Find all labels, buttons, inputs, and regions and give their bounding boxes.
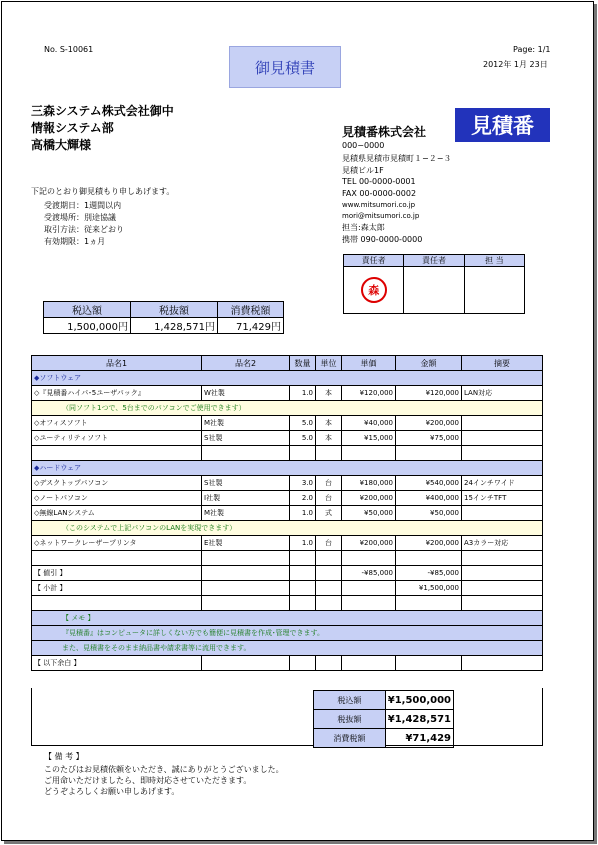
issuer-building: 見積ビル1F bbox=[342, 166, 384, 175]
issuer-website: www.mitsumori.co.jp bbox=[342, 201, 416, 209]
table-cell-c4: 台 bbox=[316, 536, 342, 551]
issue-date: 2012年 1月 23日 bbox=[483, 60, 548, 69]
table-cell-c7: 15インチTFT bbox=[462, 491, 543, 506]
table-cell-c5 bbox=[342, 596, 396, 611]
table-cell-c4: 本 bbox=[316, 386, 342, 401]
document-number: No. S-10061 bbox=[44, 45, 94, 54]
seal-cell-manager-2 bbox=[404, 267, 464, 314]
remarks-line-3: どうぞよろしくお願い申しあげます。 bbox=[44, 787, 180, 796]
item-note: （このシステムで上記パソコンのLANを実現できます） bbox=[32, 521, 543, 536]
table-cell-c7: 24インチワイド bbox=[462, 476, 543, 491]
section-heading: ◆ハードウェア bbox=[32, 461, 543, 476]
term-validity: 有効期限：1ヵ月 bbox=[44, 237, 106, 246]
page-indicator: Page: 1/1 bbox=[513, 45, 551, 54]
table-cell-c3: 5.0 bbox=[290, 416, 316, 431]
seal-cell-manager-1 bbox=[344, 267, 404, 314]
table-cell-c5: ¥120,000 bbox=[342, 386, 396, 401]
table-cell-c4: 台 bbox=[316, 491, 342, 506]
col-header-item2: 品名2 bbox=[202, 356, 290, 371]
table-cell-c7 bbox=[462, 506, 543, 521]
table-cell-c3 bbox=[290, 551, 316, 566]
table-row bbox=[32, 431, 543, 446]
table-cell-c3: 1.0 bbox=[290, 506, 316, 521]
table-row bbox=[32, 596, 543, 611]
memo-line: 【 メモ 】 bbox=[32, 611, 543, 626]
table-cell-c6 bbox=[396, 551, 462, 566]
term-delivery-date: 受渡期日：1週間以内 bbox=[44, 201, 122, 210]
table-cell-c5 bbox=[342, 656, 396, 671]
table-cell-c6: ¥540,000 bbox=[396, 476, 462, 491]
issuer-name: 見積番株式会社 bbox=[342, 125, 427, 139]
table-cell-c1: ◇『見積番ハイパ･5ユーザパック』 bbox=[32, 386, 202, 401]
total-label-excl-tax: 税抜額 bbox=[314, 710, 386, 729]
table-row bbox=[32, 536, 543, 551]
table-cell-c5: ¥200,000 bbox=[342, 536, 396, 551]
table-cell-c6: ¥50,000 bbox=[396, 506, 462, 521]
table-cell-c7 bbox=[462, 596, 543, 611]
memo-line: また、見積書をそのまま納品書や請求書等に流用できます。 bbox=[32, 641, 543, 656]
table-row bbox=[32, 611, 543, 626]
table-cell-c3 bbox=[290, 446, 316, 461]
table-cell-c1: 【 小計 】 bbox=[32, 581, 202, 596]
table-cell-c4 bbox=[316, 596, 342, 611]
table-cell-c4 bbox=[316, 551, 342, 566]
table-cell-c1: ◇オフィスソフト bbox=[32, 416, 202, 431]
summary-value-tax: 71,429円 bbox=[217, 318, 283, 334]
remarks-title: 【 備 考 】 bbox=[44, 752, 84, 761]
table-cell-c5 bbox=[342, 446, 396, 461]
table-cell-c3: 1.0 bbox=[290, 386, 316, 401]
table-cell-c5: ¥40,000 bbox=[342, 416, 396, 431]
table-row bbox=[32, 641, 543, 656]
total-value-tax: ¥71,429 bbox=[385, 729, 453, 748]
table-cell-c5: ¥15,000 bbox=[342, 431, 396, 446]
remarks-line-1: このたびはお見積依頼をいただき、誠にありがとうございました。 bbox=[44, 765, 284, 774]
issuer-email: mori@mitsumori.co.jp bbox=[342, 212, 420, 220]
table-cell-c1: ◇ノートパソコン bbox=[32, 491, 202, 506]
table-cell-c6: ¥200,000 bbox=[396, 416, 462, 431]
issuer-address: 見積県見積市見積町１−２−３ bbox=[342, 154, 452, 163]
table-cell-c1: ◇デスクトップパソコン bbox=[32, 476, 202, 491]
table-cell-c4 bbox=[316, 446, 342, 461]
section-heading: ◆ソフトウェア bbox=[32, 371, 543, 386]
col-header-amount: 金額 bbox=[396, 356, 462, 371]
table-row bbox=[32, 446, 543, 461]
table-cell-c6: ¥120,000 bbox=[396, 386, 462, 401]
table-row bbox=[32, 401, 543, 416]
table-cell-c6 bbox=[396, 656, 462, 671]
total-value-incl-tax: ¥1,500,000 bbox=[385, 691, 453, 710]
summary-value-excl-tax: 1,428,571円 bbox=[130, 318, 217, 334]
table-row bbox=[32, 461, 543, 476]
summary-header-incl-tax: 税込額 bbox=[44, 302, 131, 318]
table-cell-c4 bbox=[316, 581, 342, 596]
remarks-line-2: ご用命いただけましたら、即時対応させていただきます。 bbox=[44, 776, 252, 785]
table-row bbox=[32, 371, 543, 386]
table-cell-c2 bbox=[202, 656, 290, 671]
table-cell-c4: 台 bbox=[316, 476, 342, 491]
table-cell-c3: 2.0 bbox=[290, 491, 316, 506]
total-label-incl-tax: 税込額 bbox=[314, 691, 386, 710]
document-title: 御見積書 bbox=[229, 46, 341, 88]
col-header-unit: 単位 bbox=[316, 356, 342, 371]
seal-stamp: 森 bbox=[361, 277, 387, 303]
table-cell-c4: 本 bbox=[316, 416, 342, 431]
summary-value-incl-tax: 1,500,000円 bbox=[44, 318, 131, 334]
table-cell-c2 bbox=[202, 581, 290, 596]
table-cell-c2 bbox=[202, 596, 290, 611]
table-cell-c1: ◇ネットワークレーザープリンタ bbox=[32, 536, 202, 551]
table-row bbox=[32, 491, 543, 506]
issuer-tel: TEL 00-0000-0001 bbox=[342, 177, 416, 186]
summary-header-tax: 消費税額 bbox=[217, 302, 283, 318]
table-cell-c3 bbox=[290, 566, 316, 581]
table-cell-c7 bbox=[462, 566, 543, 581]
table-cell-c1: 【 以下余白 】 bbox=[32, 656, 202, 671]
table-row bbox=[32, 506, 543, 521]
issuer-fax: FAX 00-0000-0002 bbox=[342, 189, 417, 198]
table-cell-c1 bbox=[32, 446, 202, 461]
issuer-zip: 000−0000 bbox=[342, 141, 385, 150]
item-note: （同ソフト1つで、5台までのパソコンでご使用できます） bbox=[32, 401, 543, 416]
table-cell-c6: -¥85,000 bbox=[396, 566, 462, 581]
table-row bbox=[32, 626, 543, 641]
total-label-tax: 消費税額 bbox=[314, 729, 386, 748]
table-cell-c3: 5.0 bbox=[290, 431, 316, 446]
col-header-remarks: 摘要 bbox=[462, 356, 543, 371]
client-person: 高橋大輝様 bbox=[31, 138, 92, 152]
table-cell-c2: M社製 bbox=[202, 416, 290, 431]
table-row bbox=[32, 476, 543, 491]
table-row bbox=[32, 416, 543, 431]
table-cell-c1: ◇無線LANシステム bbox=[32, 506, 202, 521]
table-cell-c2: M社製 bbox=[202, 506, 290, 521]
table-cell-c7 bbox=[462, 446, 543, 461]
table-cell-c2 bbox=[202, 566, 290, 581]
table-cell-c5: ¥180,000 bbox=[342, 476, 396, 491]
table-cell-c3: 3.0 bbox=[290, 476, 316, 491]
estimate-document bbox=[1, 1, 594, 841]
table-cell-c7 bbox=[462, 581, 543, 596]
table-cell-c4 bbox=[316, 566, 342, 581]
col-header-unit-price: 単価 bbox=[342, 356, 396, 371]
table-cell-c6: ¥75,000 bbox=[396, 431, 462, 446]
summary-header-excl-tax: 税抜額 bbox=[130, 302, 217, 318]
seal-header-manager-1: 責任者 bbox=[344, 255, 404, 267]
table-cell-c1: 【 値引 】 bbox=[32, 566, 202, 581]
table-cell-c6: ¥400,000 bbox=[396, 491, 462, 506]
table-cell-c6: ¥200,000 bbox=[396, 536, 462, 551]
table-cell-c2: E社製 bbox=[202, 536, 290, 551]
table-cell-c6: ¥1,500,000 bbox=[396, 581, 462, 596]
approval-seal-table bbox=[343, 254, 525, 314]
memo-line: 『見積番』はコンピュータに詳しくない方でも簡便に見積書を作成･管理できます。 bbox=[32, 626, 543, 641]
term-transaction: 取引方法：従来どおり bbox=[44, 225, 124, 234]
table-cell-c7 bbox=[462, 551, 543, 566]
term-delivery-place: 受渡場所：別途協議 bbox=[44, 213, 116, 222]
client-company: 三森システム株式会社御中 bbox=[31, 104, 174, 118]
table-cell-c7 bbox=[462, 656, 543, 671]
table-cell-c1 bbox=[32, 596, 202, 611]
seal-header-staff: 担 当 bbox=[464, 255, 524, 267]
line-items-table bbox=[31, 355, 543, 671]
table-cell-c7 bbox=[462, 416, 543, 431]
table-row bbox=[32, 566, 543, 581]
table-cell-c4: 式 bbox=[316, 506, 342, 521]
table-cell-c2 bbox=[202, 446, 290, 461]
table-cell-c2: S社製 bbox=[202, 476, 290, 491]
total-value-excl-tax: ¥1,428,571 bbox=[385, 710, 453, 729]
table-cell-c5 bbox=[342, 581, 396, 596]
amount-summary-table bbox=[43, 301, 284, 334]
table-cell-c7: A3カラー対応 bbox=[462, 536, 543, 551]
col-header-item1: 品名1 bbox=[32, 356, 202, 371]
table-cell-c3 bbox=[290, 656, 316, 671]
table-cell-c2: S社製 bbox=[202, 431, 290, 446]
totals-table bbox=[313, 690, 454, 748]
issuer-staff: 担当:森太郎 bbox=[342, 223, 385, 232]
table-cell-c5: ¥200,000 bbox=[342, 491, 396, 506]
client-department: 情報システム部 bbox=[31, 121, 114, 135]
company-logo: 見積番 bbox=[455, 108, 550, 142]
table-row bbox=[32, 581, 543, 596]
table-cell-c6 bbox=[396, 446, 462, 461]
table-cell-c7 bbox=[462, 431, 543, 446]
table-row bbox=[32, 656, 543, 671]
table-row bbox=[32, 521, 543, 536]
col-header-quantity: 数量 bbox=[290, 356, 316, 371]
intro-text: 下記のとおり御見積もり申しあげます。 bbox=[31, 187, 175, 196]
table-row bbox=[32, 551, 543, 566]
table-cell-c1: ◇ユーティリティソフト bbox=[32, 431, 202, 446]
table-cell-c5: ¥50,000 bbox=[342, 506, 396, 521]
table-row bbox=[32, 386, 543, 401]
table-cell-c5: -¥85,000 bbox=[342, 566, 396, 581]
table-cell-c4 bbox=[316, 656, 342, 671]
issuer-mobile: 携帯 090-0000-0000 bbox=[342, 235, 423, 244]
seal-cell-staff bbox=[464, 267, 524, 314]
table-cell-c2: W社製 bbox=[202, 386, 290, 401]
table-cell-c2: I社製 bbox=[202, 491, 290, 506]
table-cell-c6 bbox=[396, 596, 462, 611]
table-cell-c2 bbox=[202, 551, 290, 566]
table-cell-c3 bbox=[290, 596, 316, 611]
table-cell-c3: 1.0 bbox=[290, 536, 316, 551]
seal-header-manager-2: 責任者 bbox=[404, 255, 464, 267]
table-cell-c1 bbox=[32, 551, 202, 566]
totals-area bbox=[31, 688, 543, 746]
table-cell-c3 bbox=[290, 581, 316, 596]
table-cell-c4: 本 bbox=[316, 431, 342, 446]
table-cell-c5 bbox=[342, 551, 396, 566]
table-cell-c7: LAN対応 bbox=[462, 386, 543, 401]
